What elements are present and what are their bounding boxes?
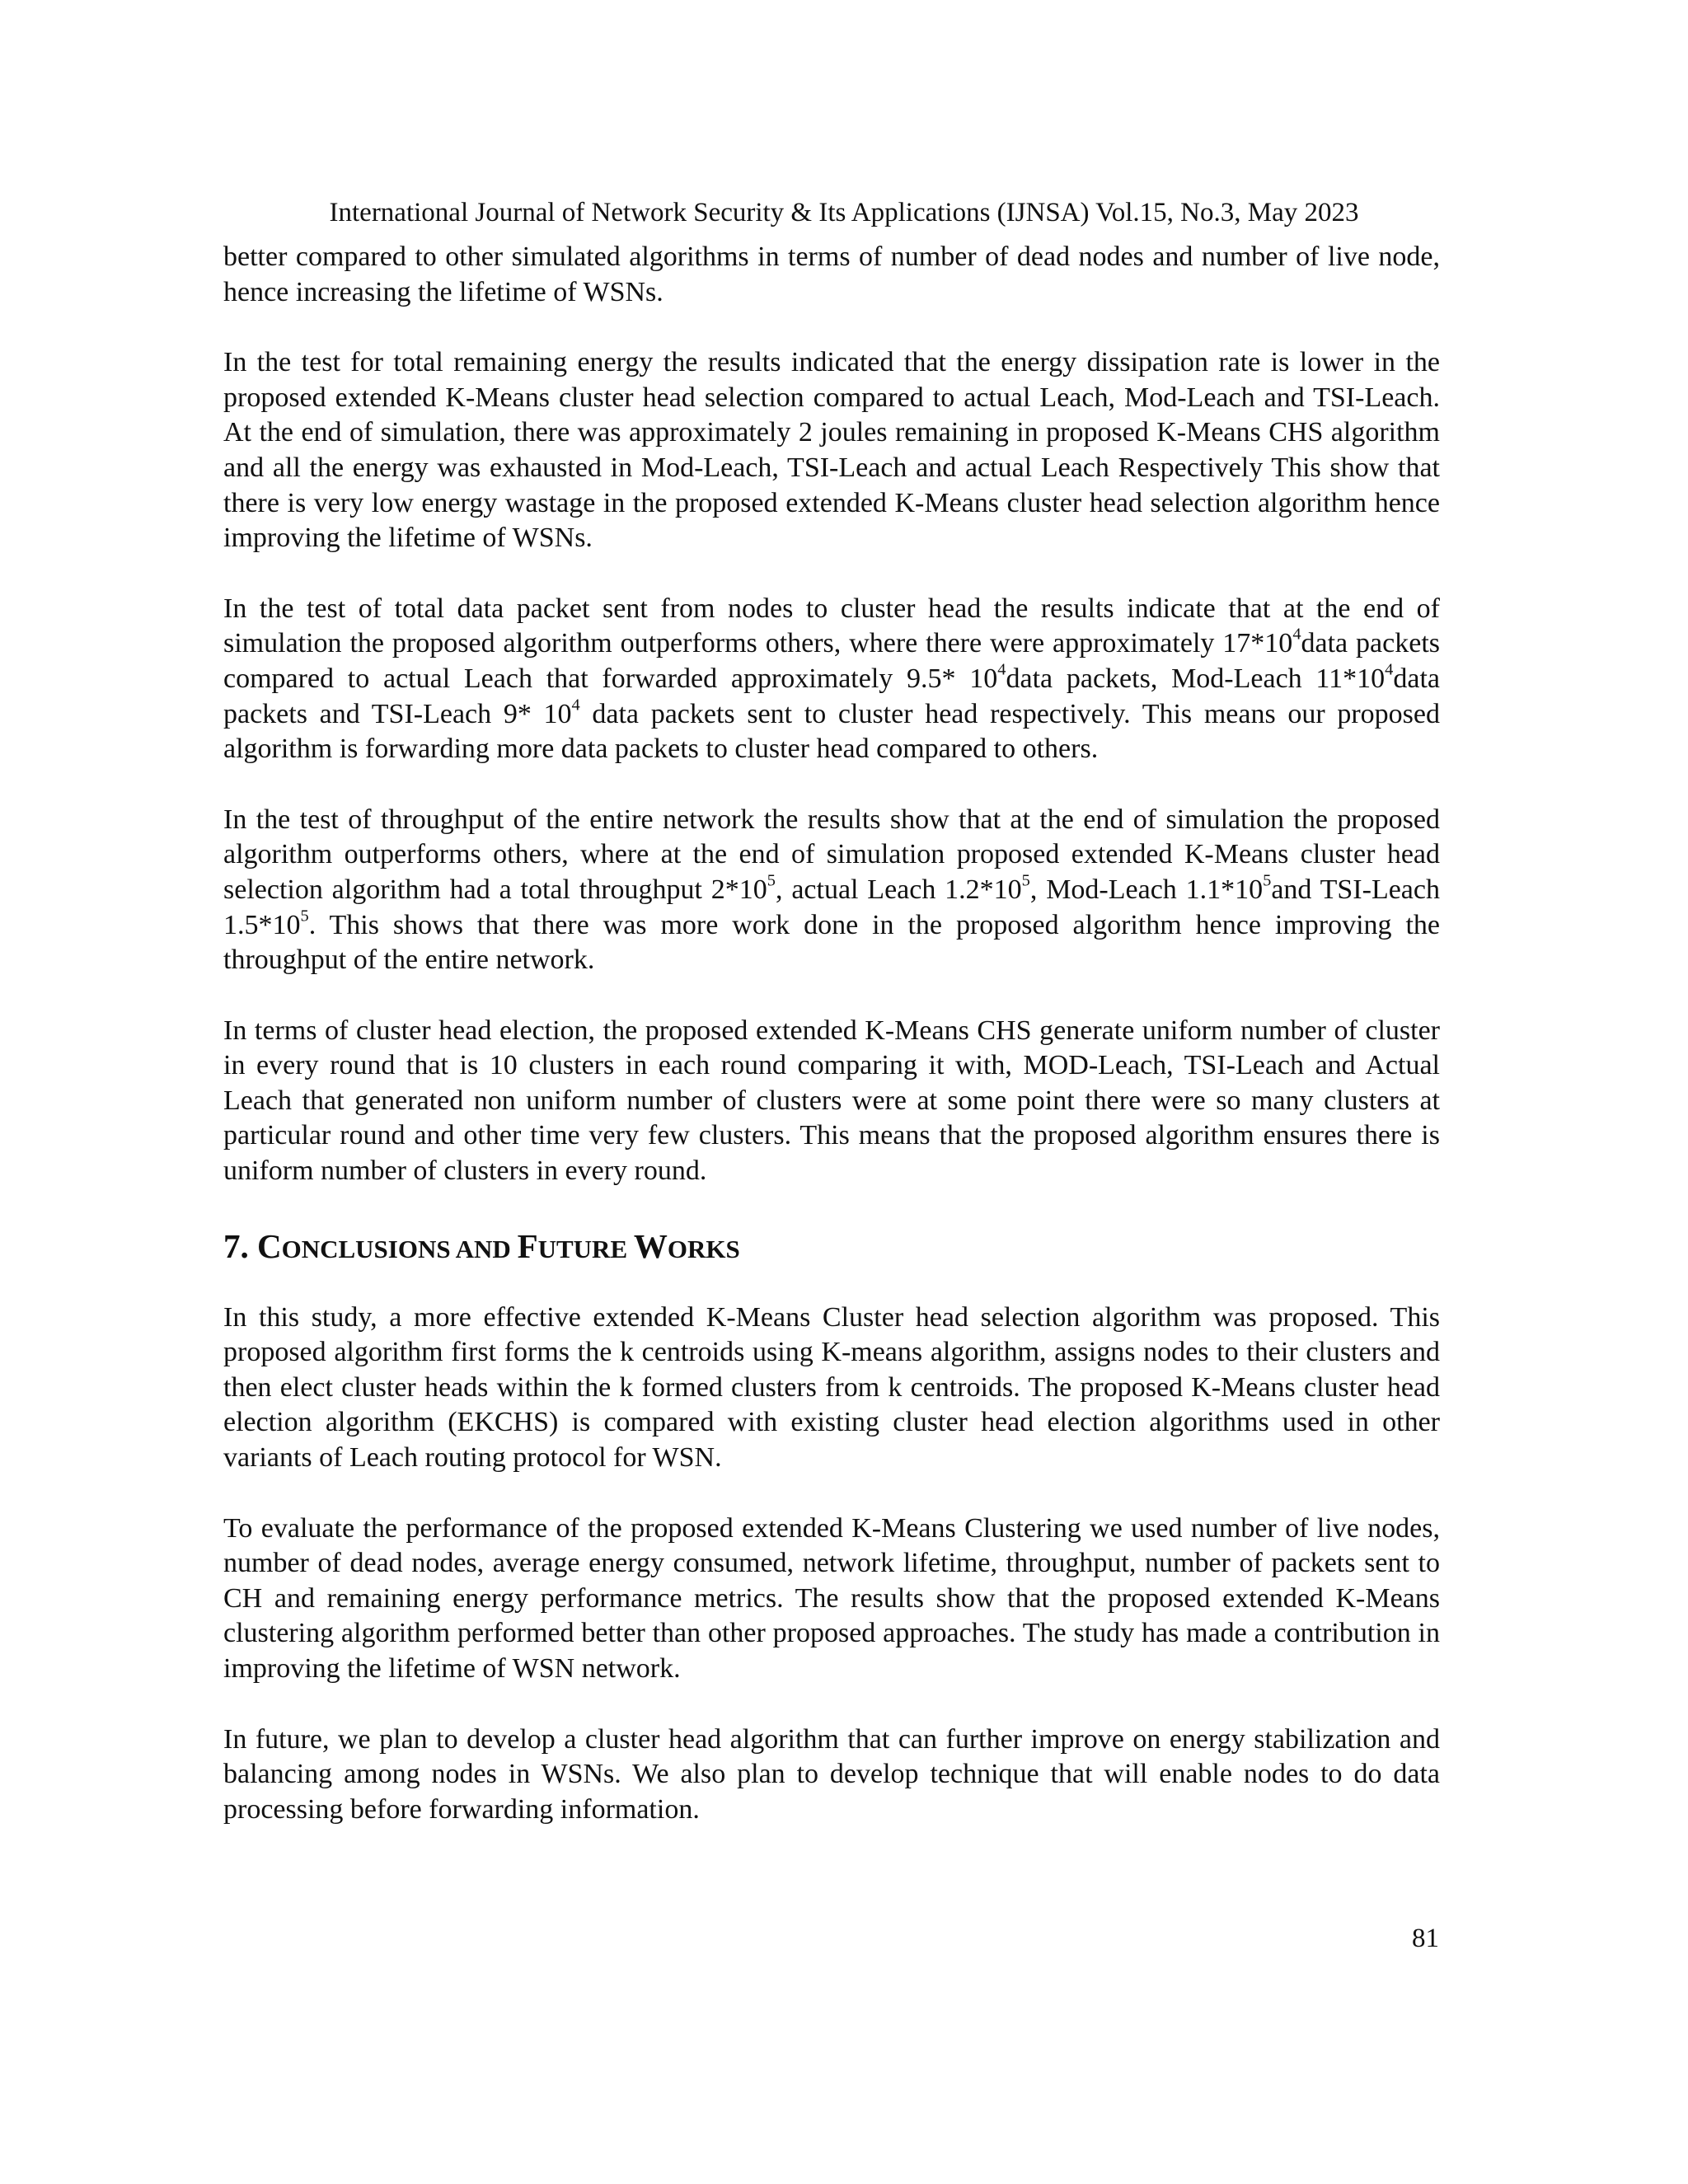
heading-cap: C xyxy=(257,1226,282,1265)
text-run: . This shows that there was more work done in the proposed algorithm hence improving the throughput of the entire network. xyxy=(223,909,1440,976)
superscript: 5 xyxy=(1263,871,1272,890)
heading-smallcaps: ONCLUSIONS xyxy=(281,1234,451,1263)
heading-cap: F xyxy=(517,1226,538,1265)
conclusion-paragraph: In this study, a more effective extended K-Means Cluster head selection algorithm was proposed. This proposed algorithm first forms the k centroids using K-means algorithm, assigns nodes to their clusters and then elect cluster heads within the k formed clusters from k centroids. The proposed K-Means cluster head election algorithm (EKCHS) is compared with existing cluster head election algorithms used in other variants of Leach routing protocol for WSN. xyxy=(223,1301,1440,1474)
text-run: , Mod-Leach 1.1*10 xyxy=(1029,874,1264,905)
section-number: 7. xyxy=(223,1226,257,1265)
text-run: data packets and TSI-Leach 9* 10 xyxy=(223,663,1440,729)
text-run: and TSI-Leach 1.5*10 xyxy=(223,874,1440,940)
body-text xyxy=(223,240,1440,1863)
paragraph-cluster-election: In terms of cluster head election, the proposed extended K-Means CHS generate uniform number of cluster in every round that is 10 clusters in each round comparing it with, MOD-Leach, TSI-Leach and Actual Leach that generated non uniform number of clusters were at some point there were so many clusters at particular round and other time very few clusters. This means that the proposed algorithm ensures there is uniform number of clusters in every round. xyxy=(223,1015,1440,1187)
paragraph-throughput xyxy=(223,803,1440,978)
page-number: 81 xyxy=(1412,1924,1439,1953)
heading-smallcaps: ORKS xyxy=(667,1234,740,1263)
superscript: 4 xyxy=(997,660,1006,679)
paragraph-continued: better compared to other simulated algorithms in terms of number of dead nodes and number of live node, hence increasing the lifetime of WSNs. xyxy=(223,241,1440,307)
paragraph-remaining-energy: In the test for total remaining energy the results indicated that the energy dissipation rate is lower in the proposed extended K-Means cluster head selection compared to actual Leach, Mod-Leach and TSI-Leach. At the end of simulation, there was approximately 2 joules remaining in proposed K-Means CHS algorithm and all the energy was exhausted in Mod-Leach, TSI-Leach and actual Leach Respectively This show that there is very low energy wastage in the proposed extended K-Means cluster head selection algorithm hence improving the lifetime of WSNs. xyxy=(223,347,1440,554)
text-run: data packets, Mod-Leach 11*10 xyxy=(1006,663,1386,694)
heading-smallcaps: UTURE xyxy=(537,1234,628,1263)
text-run: data packets sent to cluster head respectively. This means our proposed algorithm is forwarding more data packets to cluster head compared to others. xyxy=(223,698,1440,765)
conclusion-paragraph: To evaluate the performance of the proposed extended K-Means Clustering we used number of live nodes, number of dead nodes, average energy consumed, network lifetime, throughput, number of packets sent to CH and remaining energy performance metrics. The results show that the proposed extended K-Means clustering algorithm performed better than other proposed approaches. The study has made a contribution in improving the lifetime of WSN network. xyxy=(223,1512,1440,1684)
text-run: In the test of throughput of the entire network the results show that at the end of simulation the proposed algorithm outperforms others, where at the end of simulation proposed extended K-Means cluster head selection algorithm had a total throughput 2*10 xyxy=(223,804,1440,905)
running-header: International Journal of Network Security & Its Applications (IJNSA) Vol.15, No.3, May 2023 xyxy=(329,198,1359,227)
superscript: 5 xyxy=(1021,871,1030,890)
superscript: 4 xyxy=(1385,660,1394,679)
superscript: 5 xyxy=(300,907,309,926)
section-heading xyxy=(223,1225,1440,1271)
superscript: 4 xyxy=(1292,626,1301,644)
superscript: 5 xyxy=(767,871,776,890)
future-work-paragraph: In future, we plan to develop a cluster head algorithm that can further improve on energy stabilization and balancing among nodes in WSNs. We also plan to develop technique that will enable nodes to do data processing before forwarding information. xyxy=(223,1723,1440,1825)
text-run: data packets compared to actual Leach that forwarded approximately 9.5* 10 xyxy=(223,628,1441,694)
heading-space xyxy=(627,1235,634,1263)
heading-smallcaps: AND xyxy=(450,1234,518,1263)
heading-cap: W xyxy=(633,1226,668,1265)
text-run: In the test of total data packet sent from nodes to cluster head the results indicate that at the end of simulation the proposed algorithm outperforms others, where there were approximately 17*10 xyxy=(223,593,1440,659)
text-run: , actual Leach 1.2*10 xyxy=(776,874,1022,905)
superscript: 4 xyxy=(571,696,580,715)
paragraph-data-packets xyxy=(223,592,1440,767)
